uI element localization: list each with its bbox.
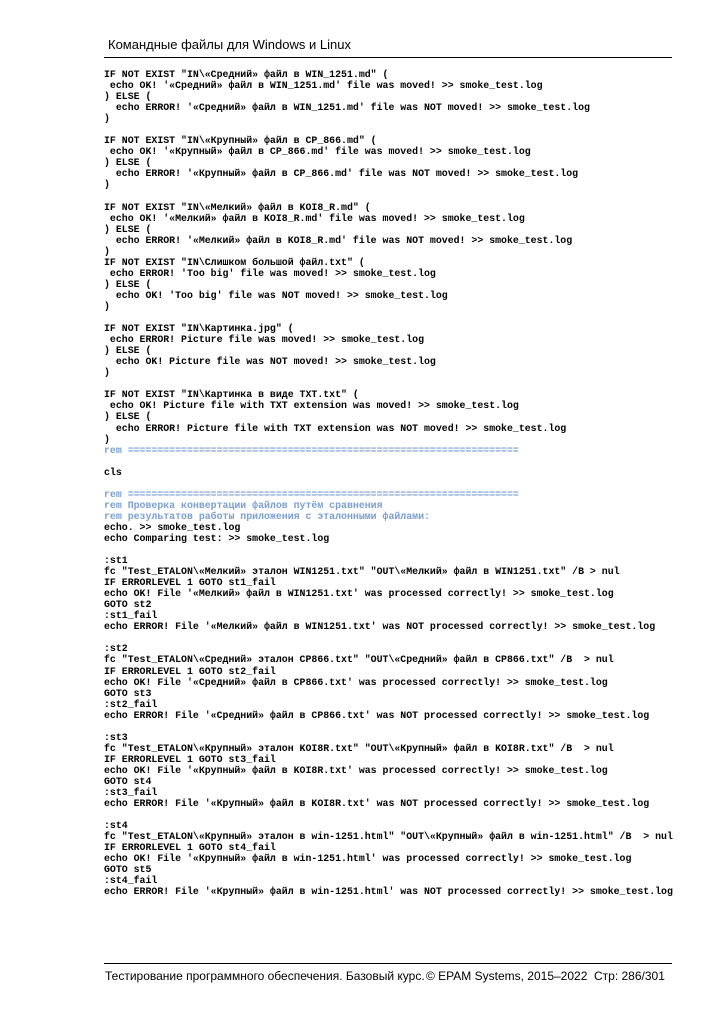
- code-line: [104, 191, 679, 202]
- code-line: :st2: [104, 643, 128, 655]
- code-line: [104, 721, 679, 732]
- code-line: echo OK! '«Мелкий» файл в KOI8_R.md' file was moved! >> smoke_test.log: [104, 212, 525, 224]
- footer-page-number: Стр: 286/301: [594, 969, 665, 983]
- code-line: GOTO st3: [104, 687, 152, 699]
- code-line: :st3_fail: [104, 787, 158, 799]
- code-line: ) ELSE (: [104, 345, 152, 357]
- code-line: :st4: [104, 820, 128, 832]
- header-divider: [104, 57, 672, 58]
- code-line: echo ERROR! Picture file with TXT extension was NOT moved! >> smoke_test.log: [104, 422, 567, 434]
- code-line: cls: [104, 466, 122, 478]
- code-line: ): [104, 367, 110, 379]
- code-line: GOTO st5: [104, 864, 152, 876]
- code-line: echo OK! Picture file was NOT moved! >> smoke_test.log: [104, 356, 436, 368]
- code-line: echo ERROR! 'Too big' file was moved! >> smoke_test.log: [104, 267, 436, 279]
- code-line: IF NOT EXIST "IN\Картинка в виде TXT.txt" (: [104, 389, 359, 401]
- code-line: echo OK! File '«Крупный» файл в KOI8R.txt' was processed correctly! >> smoke_test.log: [104, 764, 608, 776]
- code-line: echo OK! 'Too big' file was NOT moved! >> smoke_test.log: [104, 289, 448, 301]
- code-line: :st1_fail: [104, 610, 158, 622]
- code-line: ): [104, 179, 110, 191]
- code-line: IF NOT EXIST "IN\«Мелкий» файл в KOI8_R.md" (: [104, 201, 371, 213]
- footer-course-title: Тестирование программного обеспечения. Базовый курс.: [105, 969, 425, 983]
- code-line: echo ERROR! File '«Средний» файл в CP866.txt' was NOT processed correctly! >> smoke_test.log: [104, 709, 650, 721]
- code-line: IF NOT EXIST "IN\Слишком большой файл.txt" (: [104, 256, 365, 268]
- code-line: [104, 124, 679, 135]
- code-line: IF ERRORLEVEL 1 GOTO st2_fail: [104, 665, 276, 677]
- code-line: echo OK! Picture file with TXT extension was moved! >> smoke_test.log: [104, 400, 519, 412]
- code-line: :st4_fail: [104, 875, 158, 887]
- code-line: echo OK! '«Крупный» файл в CP_866.md' file was moved! >> smoke_test.log: [104, 146, 531, 158]
- code-comment-line: rem ==================================================================: [104, 444, 519, 456]
- code-line: echo Comparing test: >> smoke_test.log: [104, 532, 330, 544]
- code-line: ) ELSE (: [104, 223, 152, 235]
- page-header-title: Командные файлы для Windows и Linux: [108, 37, 351, 52]
- code-line: echo ERROR! File '«Крупный» файл в KOI8R.txt' was NOT processed correctly! >> smoke_test.log: [104, 798, 650, 810]
- code-comment-line: rem результатов работы приложения с эталонными файлами:: [104, 510, 430, 522]
- code-line: fc "Test_ETALON\«Мелкий» эталон WIN1251.txt" "OUT\«Мелкий» файл в WIN1251.txt" /B > nul: [104, 566, 620, 578]
- code-listing: [104, 69, 679, 898]
- code-line: fc "Test_ETALON\«Средний» эталон CP866.txt" "OUT\«Средний» файл в CP866.txt" /B > nul: [104, 654, 614, 666]
- code-line: :st1: [104, 555, 128, 567]
- code-line: echo ERROR! File '«Мелкий» файл в WIN1251.txt' was NOT processed correctly! >> smoke_test.log: [104, 621, 656, 633]
- code-line: ): [104, 245, 110, 257]
- code-line: ) ELSE (: [104, 157, 152, 169]
- code-line: IF NOT EXIST "IN\Картинка.jpg" (: [104, 323, 294, 335]
- code-line: IF NOT EXIST "IN\«Средний» файл в WIN_1251.md" (: [104, 69, 389, 80]
- code-line: echo ERROR! Picture file was moved! >> smoke_test.log: [104, 334, 425, 346]
- code-line: [104, 456, 679, 467]
- code-comment-line: rem Проверка конвертации файлов путём сравнения: [104, 499, 383, 511]
- code-line: echo OK! File '«Крупный» файл в win-1251.html' was processed correctly! >> smoke_test.log: [104, 853, 632, 865]
- code-line: IF ERRORLEVEL 1 GOTO st1_fail: [104, 577, 276, 589]
- code-line: fc "Test_ETALON\«Крупный» эталон KOI8R.txt" "OUT\«Крупный» файл в KOI8R.txt" /B > nul: [104, 742, 614, 754]
- code-line: echo OK! File '«Мелкий» файл в WIN1251.txt' was processed correctly! >> smoke_test.log: [104, 588, 614, 600]
- code-line: ): [104, 113, 110, 125]
- code-line: [104, 544, 679, 555]
- footer-divider: [104, 963, 672, 964]
- code-line: GOTO st4: [104, 776, 152, 787]
- code-line: echo ERROR! File '«Крупный» файл в win-1251.html' was NOT processed correctly! >> smoke_test.log: [104, 886, 673, 898]
- code-comment-line: rem ==================================================================: [104, 488, 519, 500]
- code-line: [104, 478, 679, 489]
- code-line: echo OK! '«Средний» файл в WIN_1251.md' file was moved! >> smoke_test.log: [104, 80, 543, 92]
- code-line: [104, 312, 679, 323]
- code-line: echo ERROR! '«Крупный» файл в CP_866.md' file was NOT moved! >> smoke_test.log: [104, 168, 579, 180]
- code-line: ): [104, 300, 110, 312]
- code-line: fc "Test_ETALON\«Крупный» эталон в win-1251.html" "OUT\«Крупный» файл в win-1251.html" /B > nul: [104, 831, 673, 843]
- code-line: :st2_fail: [104, 698, 158, 710]
- code-line: echo. >> smoke_test.log: [104, 521, 241, 533]
- code-line: ) ELSE (: [104, 278, 152, 290]
- code-line: ) ELSE (: [104, 411, 152, 423]
- code-line: [104, 809, 679, 820]
- code-line: IF NOT EXIST "IN\«Крупный» файл в CP_866.md" (: [104, 135, 377, 147]
- footer-copyright: © EPAM Systems, 2015–2022: [426, 969, 588, 983]
- code-line: IF ERRORLEVEL 1 GOTO st4_fail: [104, 842, 276, 854]
- code-line: GOTO st2: [104, 599, 152, 611]
- code-line: IF ERRORLEVEL 1 GOTO st3_fail: [104, 753, 276, 765]
- code-line: [104, 378, 679, 389]
- code-line: ) ELSE (: [104, 91, 152, 103]
- code-line: echo ERROR! '«Мелкий» файл в KOI8_R.md' file was NOT moved! >> smoke_test.log: [104, 234, 573, 246]
- code-line: ): [104, 433, 110, 445]
- code-line: echo OK! File '«Средний» файл в CP866.txt' was processed correctly! >> smoke_test.log: [104, 676, 608, 688]
- code-line: echo ERROR! '«Средний» файл в WIN_1251.md' file was NOT moved! >> smoke_test.log: [104, 102, 590, 114]
- code-line: [104, 632, 679, 643]
- code-line: :st3: [104, 731, 128, 743]
